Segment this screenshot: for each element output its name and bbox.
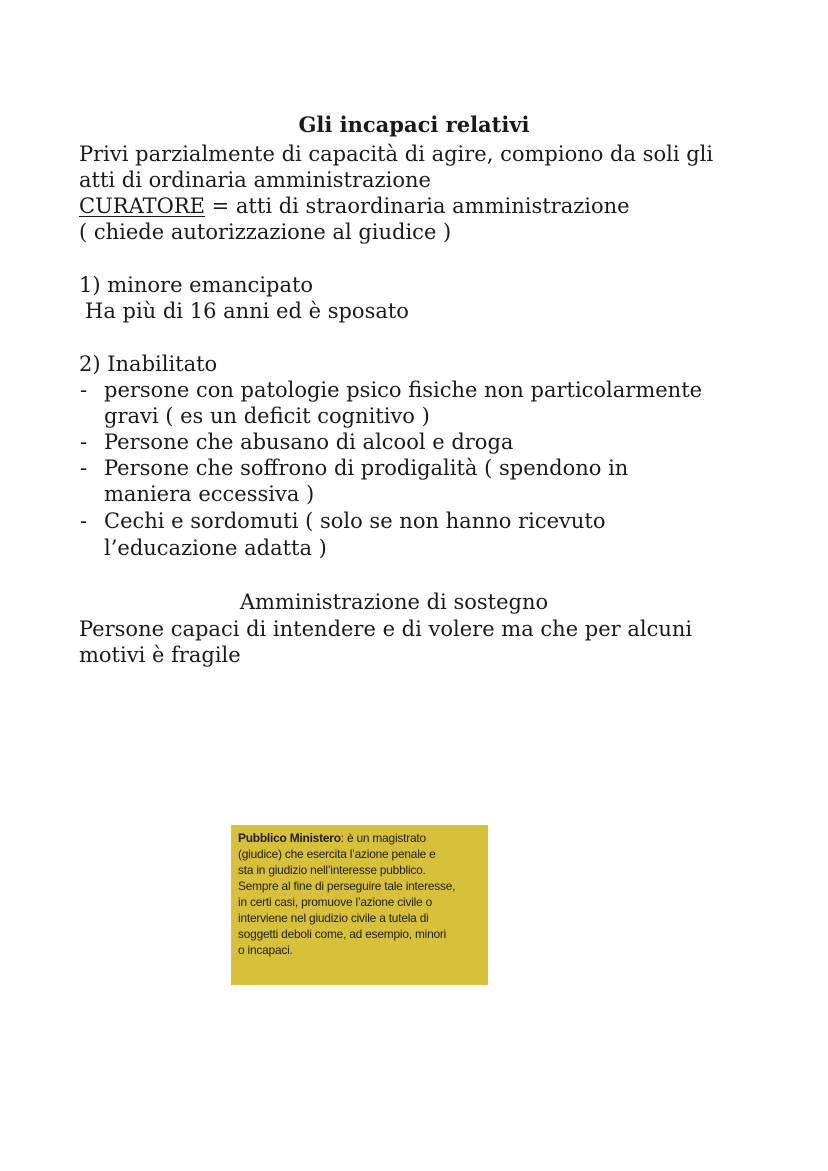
intro-line-1: Privi parzialmente di capacità di agire, compiono da soli gli bbox=[79, 142, 714, 166]
definition-box-line-3: sta in giudizio nell’interesse pubblico. bbox=[238, 863, 426, 877]
bullet-4-line-2: l’educazione adatta ) bbox=[104, 536, 327, 560]
curatore-note: ( chiede autorizzazione al giudice ) bbox=[79, 220, 452, 244]
section-1-heading: 1) minore emancipato bbox=[79, 273, 314, 297]
bullet-marker: - bbox=[80, 430, 88, 454]
section-3-heading: Amministrazione di sostegno bbox=[239, 590, 549, 614]
curatore-definition bbox=[79, 193, 630, 219]
definition-box-line-7: soggetti deboli come, ad esempio, minori bbox=[238, 927, 447, 941]
section-3-line-1: Persone capaci di intendere e di volere ma che per alcuni bbox=[79, 617, 693, 641]
definition-box bbox=[231, 825, 488, 985]
definition-term: Pubblico Ministero bbox=[238, 831, 341, 845]
bullet-marker: - bbox=[80, 509, 88, 533]
definition-box-line-4: Sempre al fine di perseguire tale interesse, bbox=[238, 879, 456, 893]
section-1-text: Ha più di 16 anni ed è sposato bbox=[85, 299, 409, 323]
section-2-heading: 2) Inabilitato bbox=[79, 352, 218, 376]
definition-box-line-1 bbox=[238, 830, 482, 846]
bullet-1-line-1: persone con patologie psico fisiche non particolarmente bbox=[104, 378, 703, 402]
curatore-term: CURATORE bbox=[79, 194, 205, 218]
intro-line-2: atti di ordinaria amministrazione bbox=[79, 168, 431, 192]
page-title: Gli incapaci relativi bbox=[298, 112, 530, 137]
bullet-3-line-1: Persone che soffrono di prodigalità ( spendono in bbox=[104, 456, 629, 480]
definition-box-line-2: (giudice) che esercita l’azione penale e bbox=[238, 847, 436, 861]
definition-box-text: : è un magistrato bbox=[340, 831, 426, 845]
bullet-marker: - bbox=[80, 456, 88, 480]
bullet-1-line-2: gravi ( es un deficit cognitivo ) bbox=[104, 404, 430, 428]
curatore-description: = atti di straordinaria amministrazione bbox=[204, 194, 630, 218]
bullet-3-line-2: maniera eccessiva ) bbox=[104, 482, 315, 506]
section-3-line-2: motivi è fragile bbox=[79, 643, 241, 667]
definition-box-line-5: in certi casi, promuove l’azione civile o bbox=[238, 895, 433, 909]
definition-box-line-6: interviene nel giudizio civile a tutela di bbox=[238, 911, 429, 925]
definition-box-line-8: o incapaci. bbox=[238, 943, 293, 957]
bullet-2-line-1: Persone che abusano di alcool e droga bbox=[104, 430, 514, 454]
bullet-4-line-1: Cechi e sordomuti ( solo se non hanno ricevuto bbox=[104, 509, 606, 533]
bullet-marker: - bbox=[80, 378, 88, 402]
